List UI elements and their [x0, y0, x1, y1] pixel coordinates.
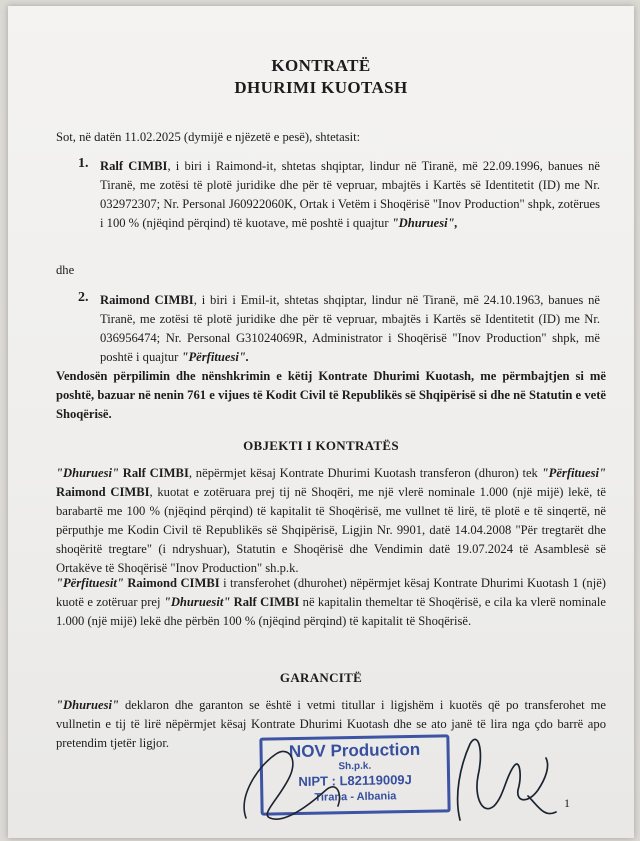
object-p1-name1: Ralf CIMBI [118, 466, 189, 480]
stamp-location: Tirana - Albania [314, 790, 397, 804]
object-p2-name2: Ralf CIMBI [230, 595, 300, 609]
section-heading-guarantees: GARANCITË [279, 670, 363, 685]
object-p1-alias1: "Dhuruesi" [56, 466, 119, 480]
stamp-company-type: Sh.p.k. [338, 760, 372, 773]
signature-left [244, 751, 339, 819]
document-title: KONTRATË [271, 56, 371, 75]
document-subtitle: DHURIMI KUOTASH [234, 78, 408, 97]
object-p2-alias1: "Përfituesit" [56, 576, 124, 590]
decision-paragraph: Vendosën përpilimin dhe nënshkrimin e këtij Kontrate Dhurimi Kuotash, me përmbajtjen si më poshtë, bazuar në nenin 761 e vijues të Kodit Civil të Republikës së Shqipërisë si dhe në Statutin e vetë Shoqërisë. [56, 369, 606, 421]
section-heading-object: OBJEKTI I KONTRATËS [243, 438, 399, 453]
signature-right [458, 739, 556, 820]
handwritten-signatures [8, 6, 634, 838]
conjunction-and: dhe [56, 263, 75, 277]
party1-name: Ralf CIMBI [100, 159, 168, 173]
stamp-nipt: NIPT : L82119009J [298, 772, 412, 789]
party1-text: , i biri i Raimond-it, shtetas shqiptar, lindur në Tiranë, më 22.09.1996, banues në Tiranë, me zotësi të plotë juridike dhe për të vepruar, mbajtës i Kartës së Identitetit (ID) me Nr. 032972307; Nr. Personal J60922060K, Ortak i Vetëm i Shoqërisë "Inov Production" shpk, zotërues i 100 % (njëqind përqind) të kuotave, më poshtë i quajtur [100, 159, 600, 230]
object-p1-name2: Raimond CIMBI [56, 485, 150, 499]
guarantee-alias: "Dhuruesi" [56, 698, 119, 712]
guarantee-text: deklaron dhe garanton se është i vetmi titullar i ligjshëm i kuotës që po transferohet me vullnetin e tij të lirë nëpërmjet kësaj Kontrate Dhurimi Kuotash dhe se ato janë të lira nga çdo barrë apo pretendim tjetër ligjor. [56, 698, 606, 750]
object-p2-text2: në kapitalin themeltar të Shoqërisë, e cila ka vlerë nominale 1.000 (një mijë) lekë dhe përbën 100 % (njëqind përqind) të kapitalit të Shoqërisë. [56, 595, 606, 628]
object-p2-name1: Raimond CIMBI [123, 576, 220, 590]
party2-number: 2. [78, 290, 89, 305]
page-number: 1 [564, 796, 570, 810]
party1-alias: "Dhuruesi", [391, 216, 458, 230]
document-page [8, 6, 634, 838]
party2-alias: "Përfituesi". [181, 350, 250, 364]
object-p2-text1: i transferohet (dhurohet) nëpërmjet kësaj Kontrate Dhurimi Kuotash 1 (një) kuotë e zotëruar prej [56, 576, 606, 609]
object-p1-text1: , nëpërmjet kësaj Kontrate Dhurimi Kuotash transferon (dhuron) tek [188, 466, 542, 480]
intro-paragraph: Sot, në datën 11.02.2025 (dymijë e njëzetë e pesë), shtetasit: [56, 130, 361, 144]
stamp-company-name: NOV Production [288, 739, 421, 762]
object-p1-text2: , kuotat e zotëruara prej tij në Shoqëri, me një vlerë nominale 1.000 (një mijë) lekë, të barabartë me 100 % (njëqind përqind) të kapitalit të Shoqërisë, me vullnet të lirë, të plotë e të sinqertë, në përputhje me Kodin Civil të Republikës së Shqipërisë, Ligjin Nr. 9901, datë 14.04.2008 "Për tregtarët dhe shoqëritë tregtare" (i ndryshuar), Statutin e Shoqërisë dhe Vendimin datë 19.07.2024 të Asamblesë së Ortakëve të Shoqërisë "Inov Production" sh.p.k. [56, 485, 606, 575]
object-p1-alias2: "Përfituesi" [541, 466, 606, 480]
party2-text: , i biri i Emil-it, shtetas shqiptar, lindur në Tiranë, më 24.10.1963, banues në Tiranë, me zotësi të plotë juridike dhe për të vepruar, mbajtës i Kartës së Identitetit (ID) me Nr. 036956474; Nr. Personal G31024069R, Administrator i Shoqërisë "Inov Production" shpk, më poshtë i quajtur [100, 293, 600, 364]
party2-name: Raimond CIMBI [100, 293, 194, 307]
object-p2-alias2: "Dhuruesit" [163, 595, 231, 609]
party1-number: 1. [78, 156, 89, 171]
